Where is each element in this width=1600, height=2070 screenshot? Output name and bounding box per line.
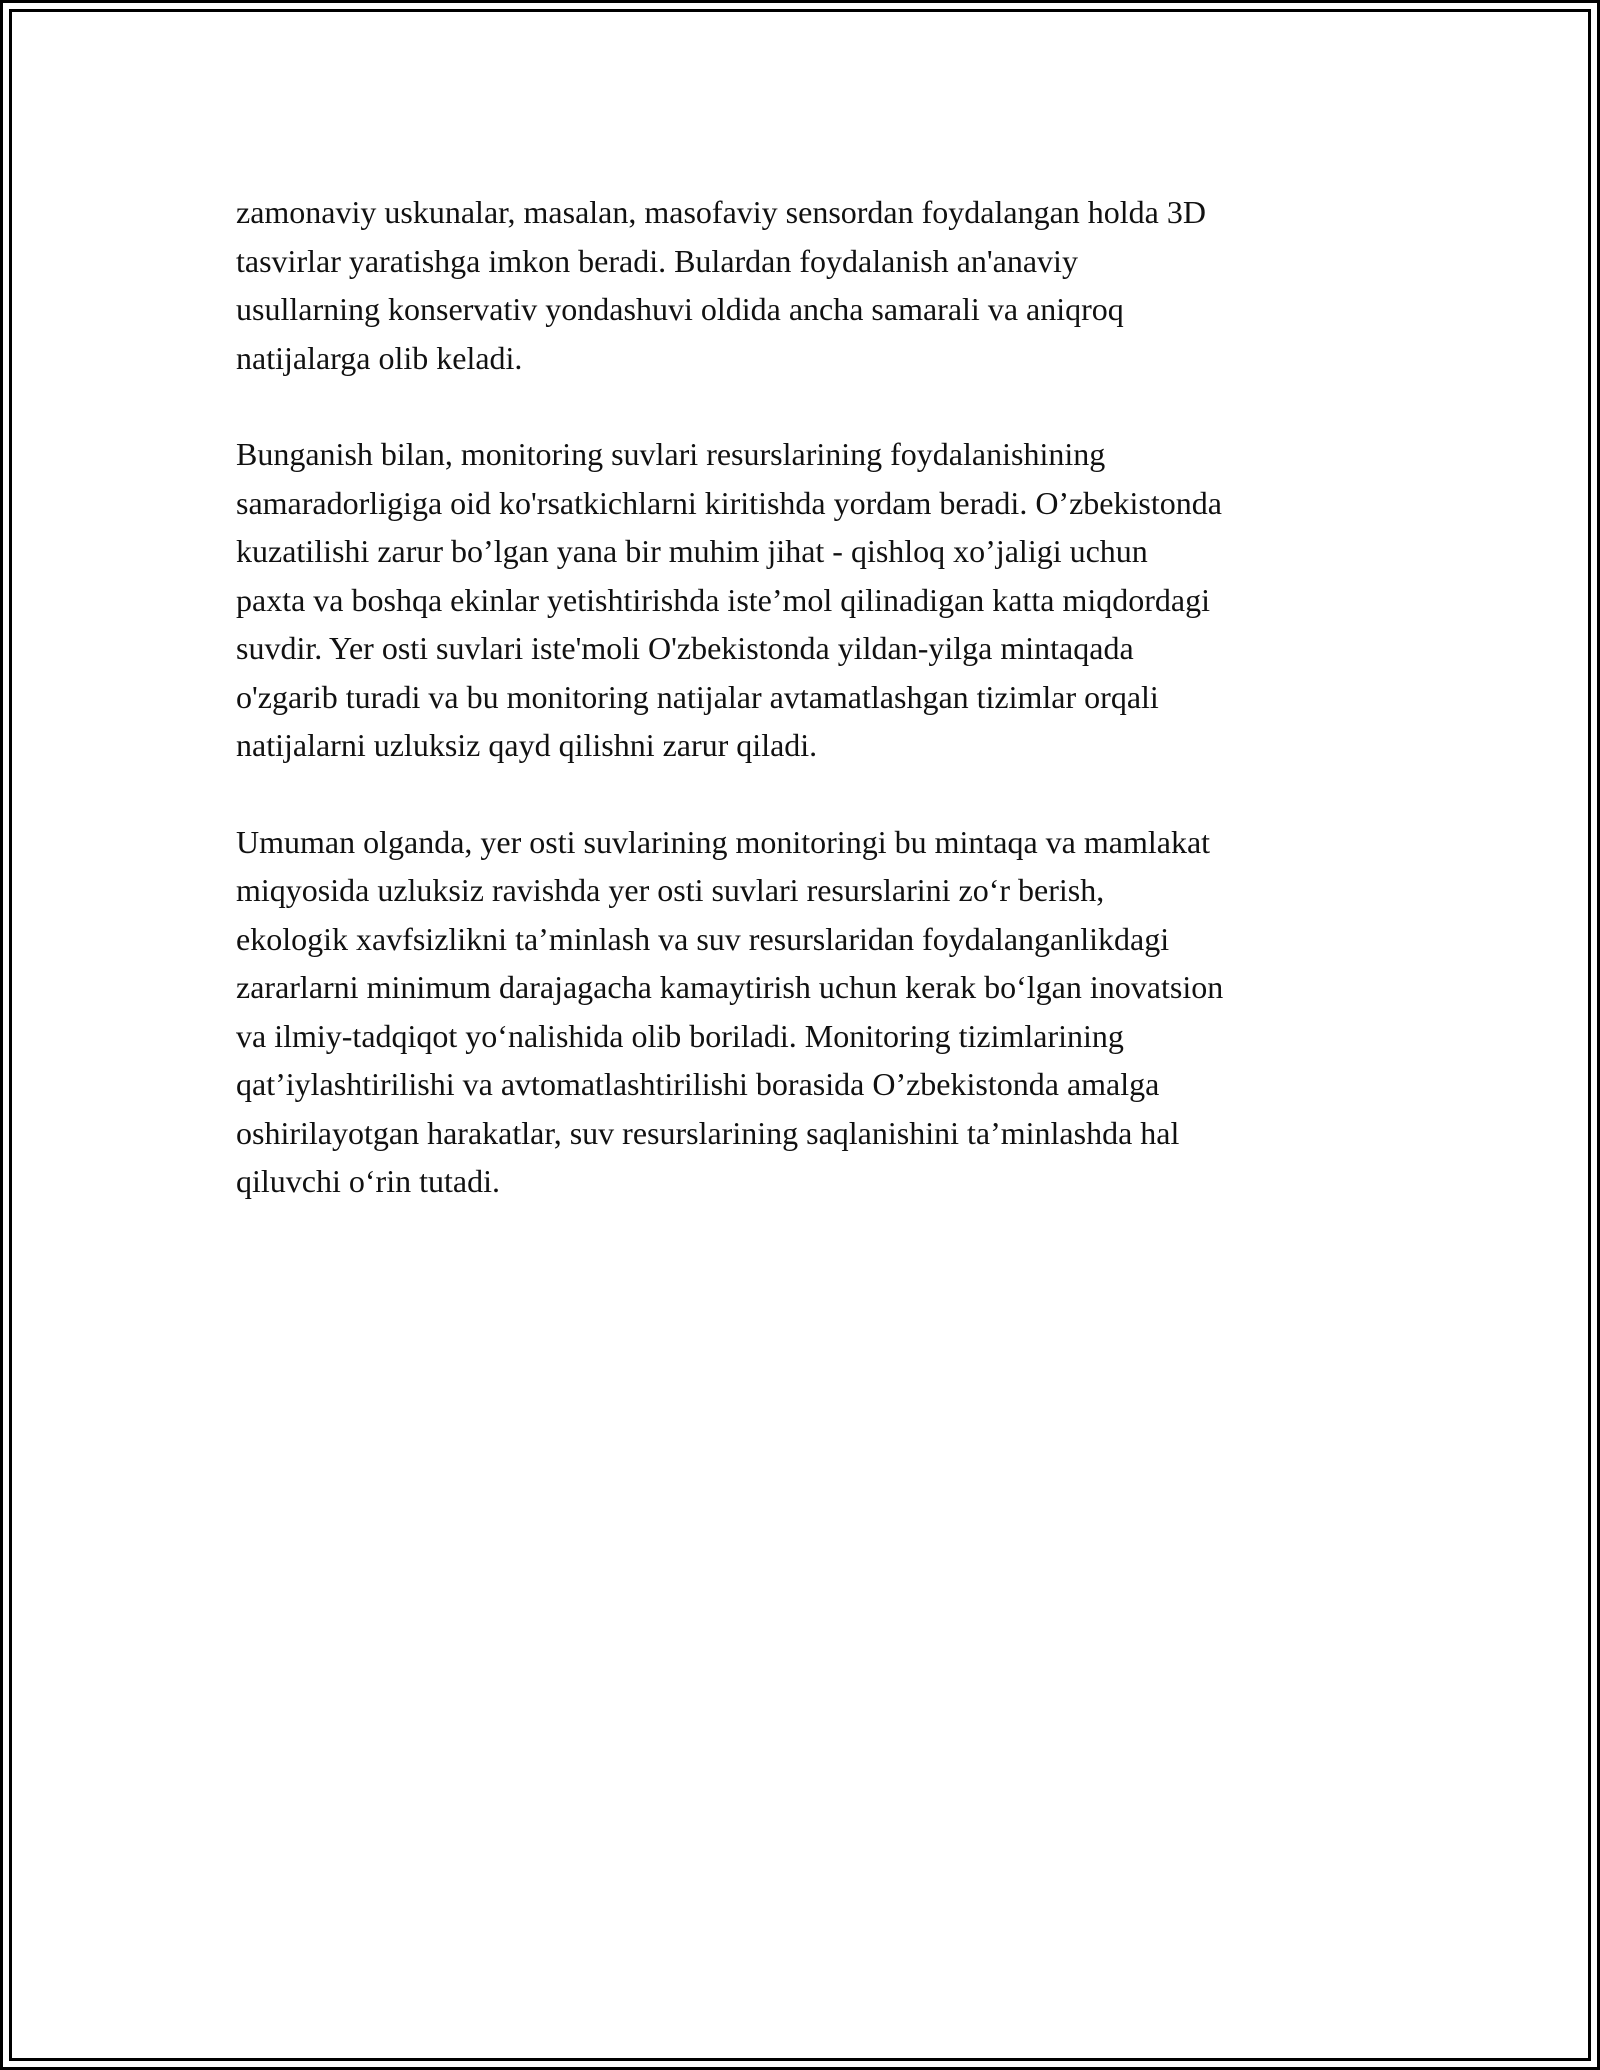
paragraph-2: Bunganish bilan, monitoring suvlari resurslarining foydalanishining samaradorligiga oid ko'rsatkichlarni kiritishda yordam beradi. O’zbekistonda kuzatilishi zarur bo’lgan yana bir muhim jihat - qishloq xo’jaligi uchun paxta va boshqa ekinlar yetishtirishda iste’mol qilinadigan katta miqdordagi suvdir. Yer osti suvlari iste'moli O'zbekistonda yildan-yilga mintaqada o'zgarib turadi va bu monitoring natijalar avtamatlashgan tizimlar orqali natijalarni uzluksiz qayd qilishni zarur qiladi. [236,436,1222,763]
paragraph-3: Umuman olganda, yer osti suvlarining monitoringi bu mintaqa va mamlakat miqyosida uzluksiz ravishda yer osti suvlari resurslarini zo‘r berish, ekologik xavfsizlikni ta’minlash va suv resurslaridan foydalanganlikdagi zararlarni minimum darajagacha kamaytirish uchun kerak bo‘lgan inovatsion va ilmiy-tadqiqot yo‘nalishida olib boriladi. Monitoring tizimlarining qat’iylashtirilishi va avtomatlashtirilishi borasida O’zbekistonda amalga oshirilayotgan harakatlar, suv resurslarining saqlanishini ta’minlashda hal qiluvchi o‘rin tutadi. [236,823,1224,1199]
paragraph-1: zamonaviy uskunalar, masalan, masofaviy sensordan foydalangan holda 3D tasvirlar yaratishga imkon beradi. Bulardan foydalanish an'anaviy usullarning konservativ yondashuvi oldida ancha samarali va aniqroq natijalarga olib keladi. [236,194,1206,376]
document-body [236,188,1376,1254]
